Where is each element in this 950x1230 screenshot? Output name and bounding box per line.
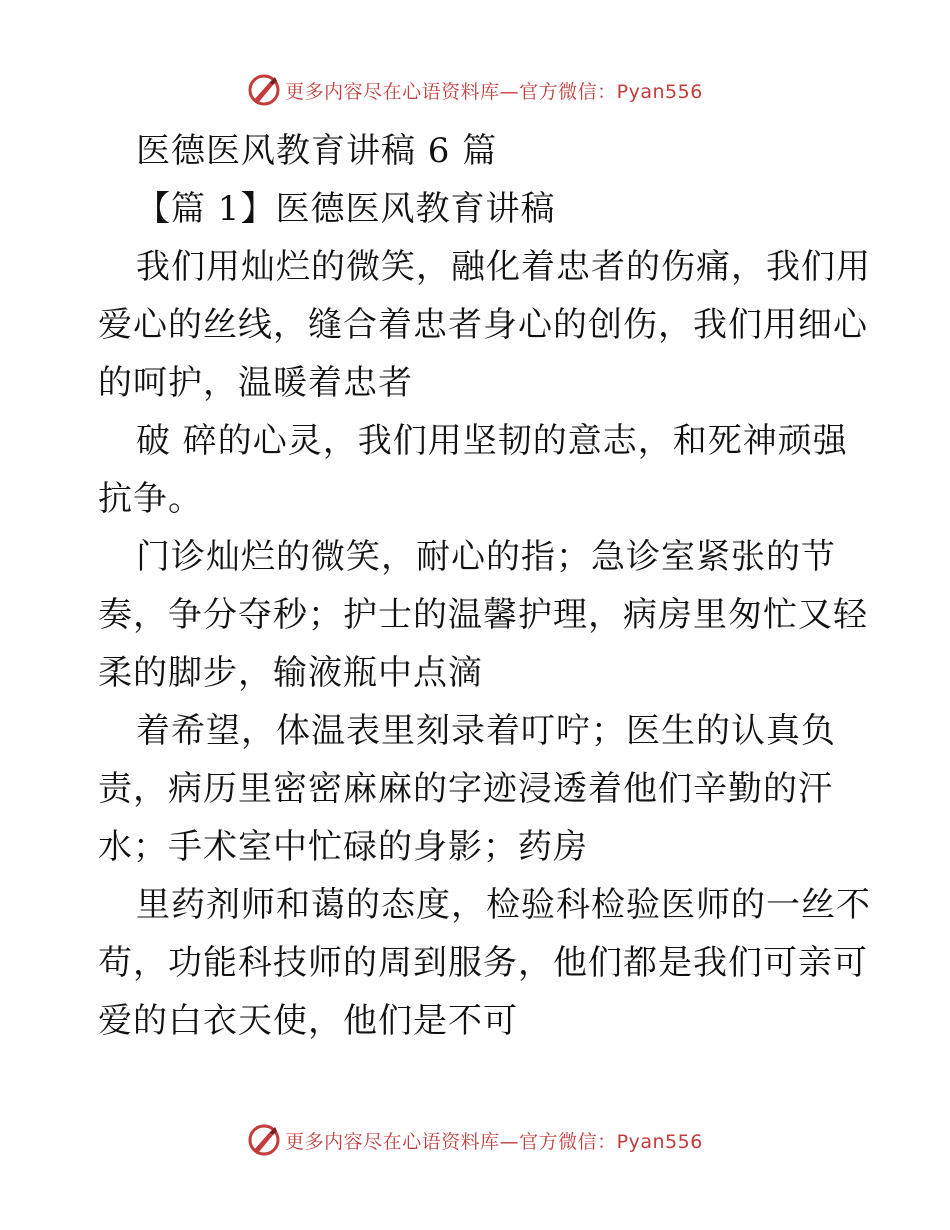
- text-line: 爱的白衣天使，他们是不可: [98, 1001, 518, 1041]
- text-line: 门诊灿烂的微笑，耐心的指；急诊室紧张的节: [136, 537, 836, 577]
- text-line: 着希望，体温表里刻录着叮咛；医生的认真负: [136, 711, 836, 751]
- text-line: 里药剂师和蔼的态度，检验科检验医师的一丝不: [136, 885, 871, 925]
- paragraph: [98, 238, 871, 412]
- text-line: 抗争。: [98, 479, 203, 519]
- paragraph: [98, 876, 871, 1050]
- text-line: 苟，功能科技师的周到服务，他们都是我们可亲可: [98, 943, 868, 983]
- paragraph: [98, 412, 858, 528]
- paragraph: [98, 702, 858, 876]
- text-line: 爱心的丝线，缝合着忠者身心的创伤，我们用细心: [98, 305, 868, 345]
- watermark-text: 更多内容尽在心语资料库—官方微信：Pyan556: [285, 1130, 703, 1153]
- document-title: 医德医风教育讲稿 6 篇: [136, 131, 498, 171]
- watermark-text: 更多内容尽在心语资料库—官方微信：Pyan556: [285, 80, 703, 103]
- text-line: 奏，争分夺秒；护士的温馨护理，病房里匆忙又轻: [98, 595, 868, 635]
- text-line: 责，病历里密密麻麻的字迹浸透着他们辛勤的汗: [98, 769, 833, 809]
- pen-logo-icon: [247, 1123, 281, 1157]
- pen-logo-icon: [247, 73, 281, 107]
- text-line: 柔的脚步，输液瓶中点滴: [98, 653, 483, 693]
- document-body: [98, 122, 871, 1050]
- section-heading: 【篇 1】医德医风教育讲稿: [136, 189, 556, 229]
- paragraph: [98, 528, 868, 702]
- text-line: 破 碎的心灵，我们用坚韧的意志，和死神顽强: [136, 421, 848, 461]
- text-line: 水；手术室中忙碌的身影；药房: [98, 827, 588, 867]
- text-line: 的呵护，温暖着忠者: [98, 363, 413, 403]
- footer-watermark: [0, 1120, 950, 1160]
- text-line: 我们用灿烂的微笑，融化着忠者的伤痛，我们用: [136, 247, 871, 287]
- header-watermark: [0, 70, 950, 110]
